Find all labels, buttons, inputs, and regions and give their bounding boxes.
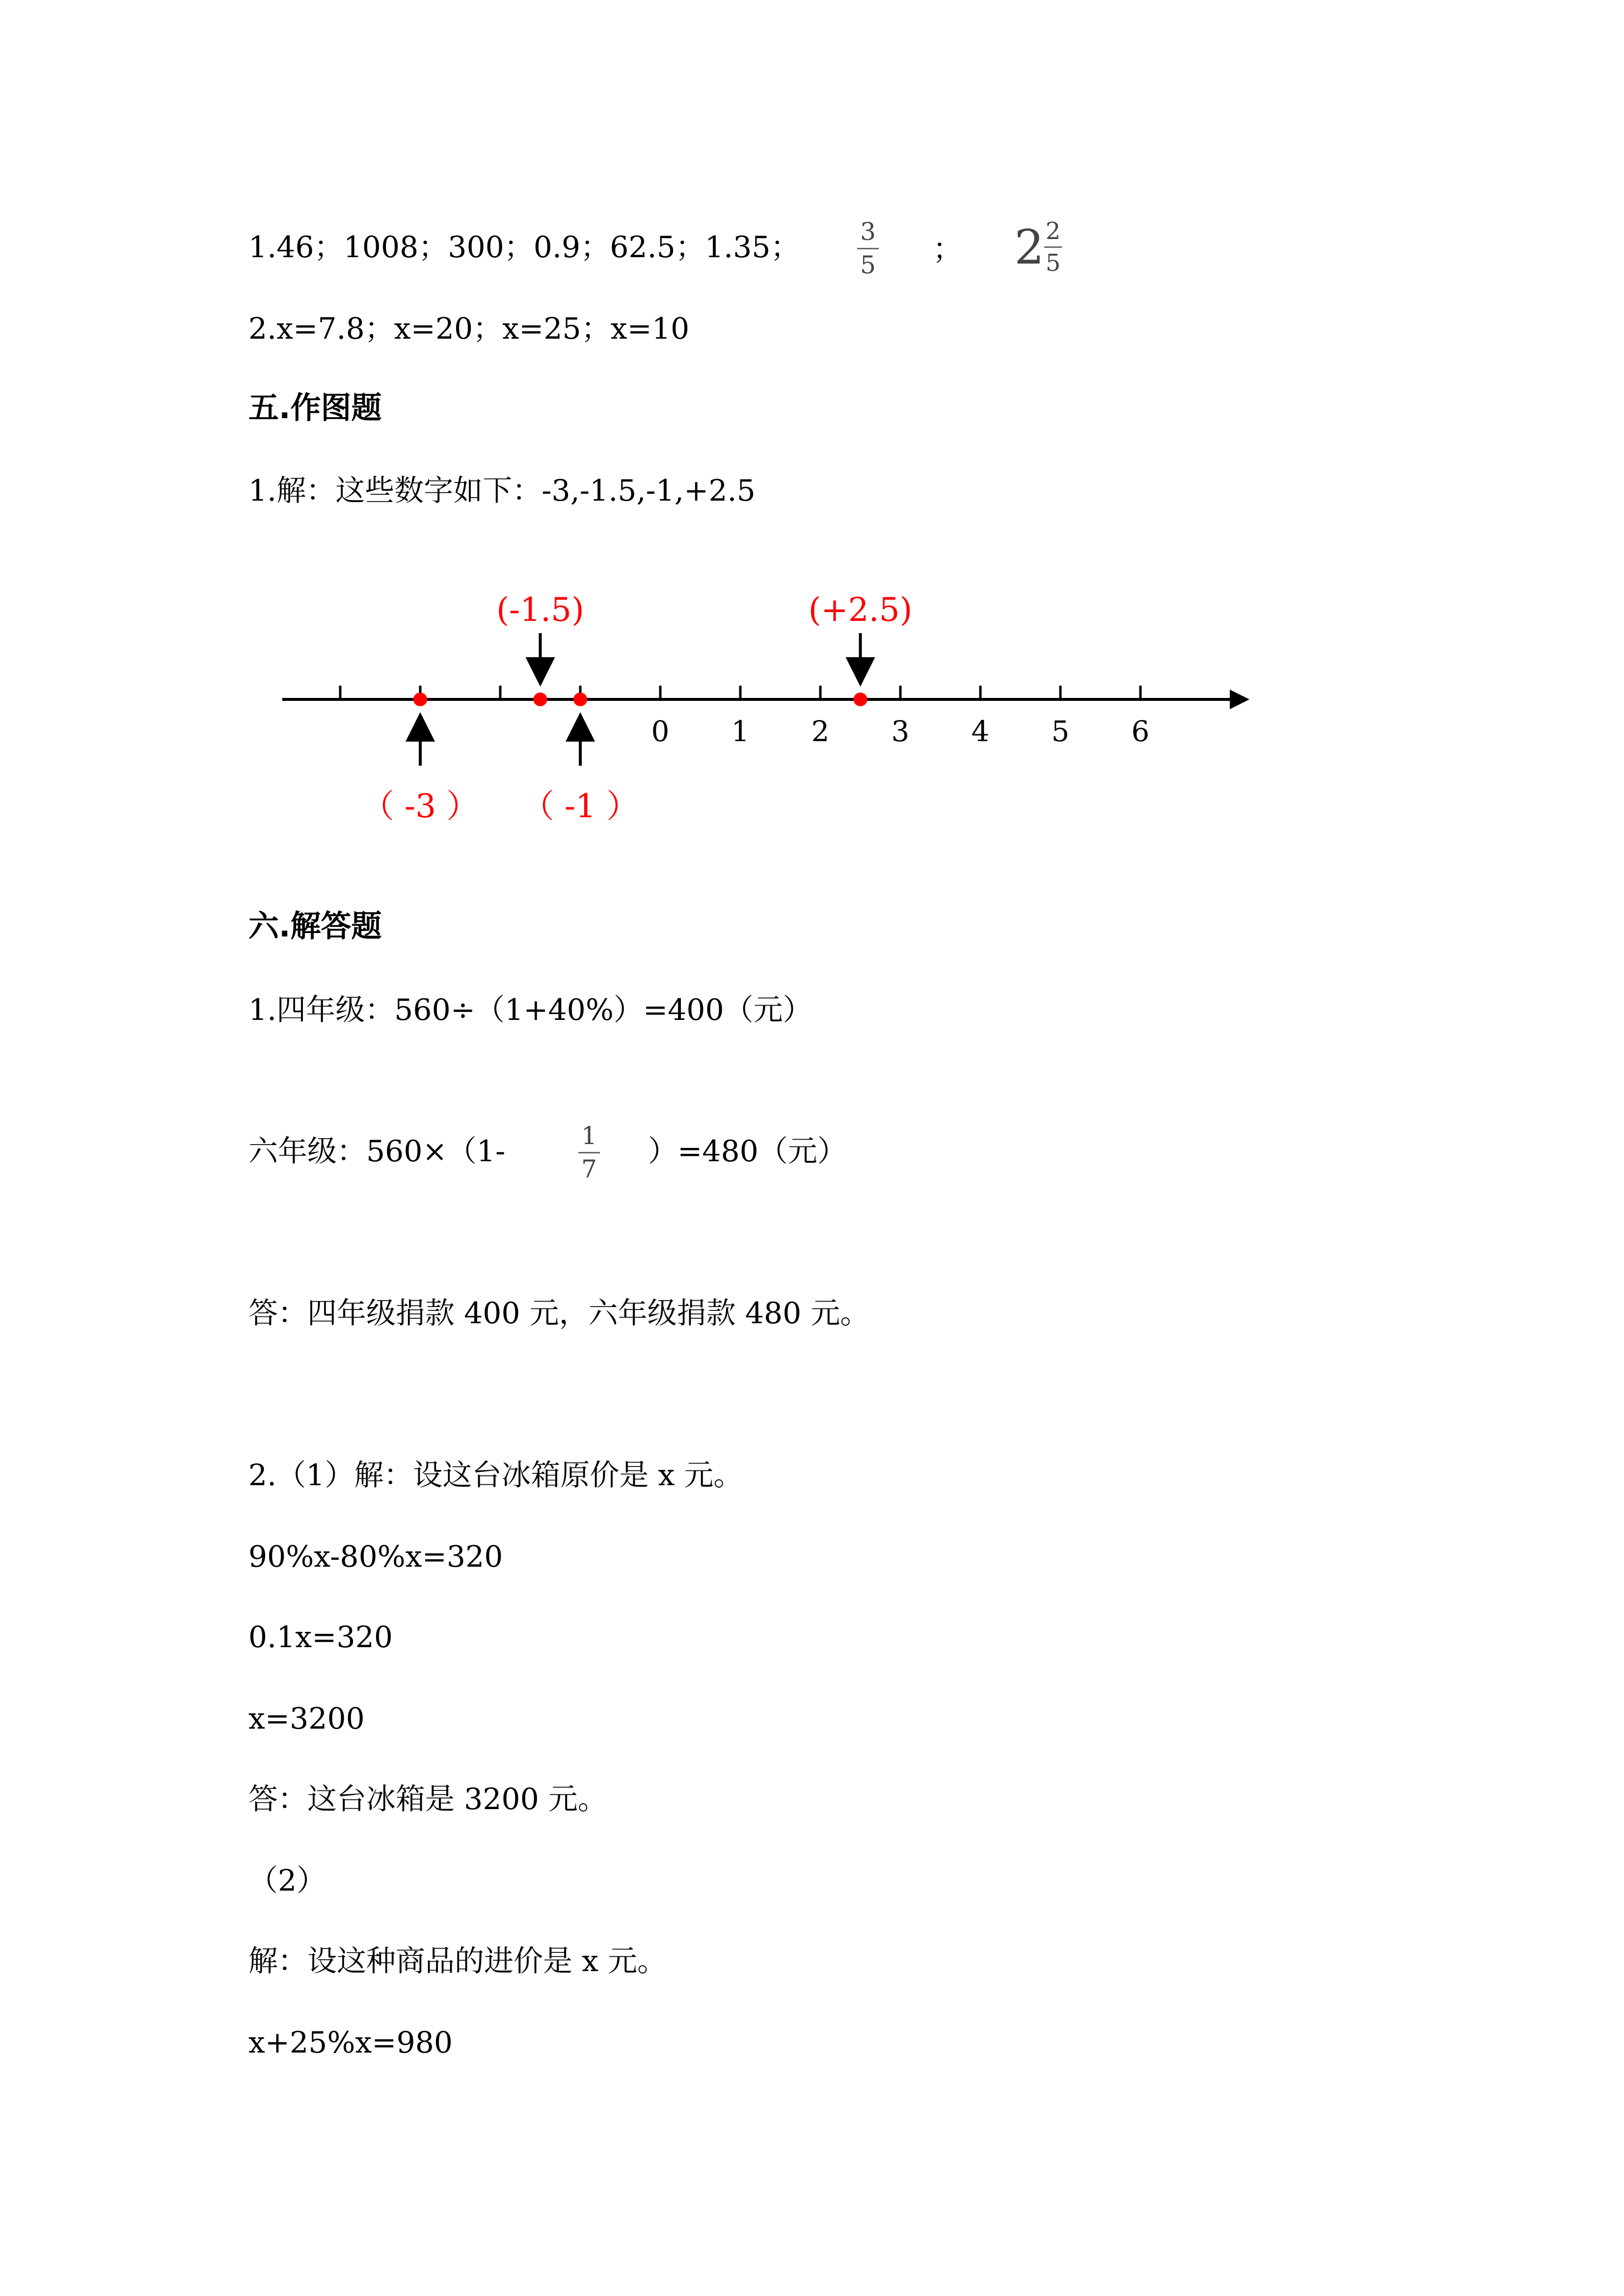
number-line-diagram bbox=[275, 569, 1257, 864]
answer-separator bbox=[933, 232, 962, 267]
fraction-one-seventh bbox=[578, 1123, 600, 1182]
section-6-q2-line1: 2.（1）解：设这台冰箱原价是 x 元。 bbox=[248, 1458, 743, 1493]
section-6-q1-answer: 答：四年级捐款 400 元，六年级捐款 480 元。 bbox=[248, 1296, 870, 1331]
answer-line-2-text: 2.x=7.8；x=20；x=25；x=10 bbox=[248, 312, 690, 346]
answer-line-2 bbox=[248, 314, 689, 344]
section-6-q2-eq3: x=3200 bbox=[248, 1702, 365, 1736]
fraction-denominator: 5 bbox=[860, 250, 876, 279]
fraction-bar bbox=[1044, 246, 1062, 248]
section-5-q1: 1.解：这些数字如下：-3,-1.5,-1,+2.5 bbox=[248, 474, 756, 508]
mixed-fraction bbox=[1044, 219, 1062, 276]
fraction-three-fifths bbox=[857, 219, 879, 278]
tick-label: 1 bbox=[731, 715, 750, 748]
section-6-q1-line2 bbox=[248, 1134, 506, 1169]
mixed-whole: 2 bbox=[1014, 219, 1045, 275]
fraction-bar bbox=[578, 1152, 600, 1153]
section-6-q1-line1: 1.四年级：560÷（1+40%）=400（元） bbox=[248, 993, 812, 1027]
answer-line-1-text: 1.46；1008；300；0.9；62.5；1.35； bbox=[248, 230, 800, 265]
tick-label: 0 bbox=[651, 715, 670, 748]
point-label: （ -1 ） bbox=[521, 787, 639, 825]
tick-label: 4 bbox=[971, 715, 990, 748]
section-5-heading: 五.作图题 bbox=[248, 390, 382, 426]
section-6-q2-part2: （2） bbox=[248, 1864, 326, 1898]
point-label: （ -3 ） bbox=[361, 787, 479, 825]
q1-line2-post: ）=480（元） bbox=[648, 1134, 847, 1169]
section-6-q2-answer: 答：这台冰箱是 3200 元。 bbox=[248, 1782, 607, 1816]
section-6-q2-eq2: 0.1x=320 bbox=[248, 1620, 393, 1655]
marked-point bbox=[534, 693, 547, 706]
point-label: (-1.5) bbox=[496, 591, 584, 629]
q1-line2-pre: 六年级：560×（1- bbox=[248, 1134, 506, 1169]
fraction-denominator: 7 bbox=[581, 1154, 597, 1183]
marked-point bbox=[413, 693, 427, 706]
tick-label: 2 bbox=[811, 715, 830, 748]
fraction-bar bbox=[857, 248, 879, 249]
section-6-q2-part2-eq1: x+25%x=980 bbox=[248, 2026, 453, 2060]
marked-point bbox=[854, 693, 867, 706]
tick-label: 6 bbox=[1131, 715, 1150, 748]
section-6-q2-part2-line1: 解：设这种商品的进价是 x 元。 bbox=[248, 1944, 667, 1978]
fraction-numerator: 1 bbox=[581, 1121, 597, 1150]
marked-point bbox=[573, 693, 587, 706]
section-6-heading: 六.解答题 bbox=[248, 908, 382, 944]
point-label: (+2.5) bbox=[808, 591, 913, 629]
mixed-number bbox=[1014, 219, 1062, 276]
separator-text: ； bbox=[933, 232, 962, 267]
mixed-denominator: 5 bbox=[1045, 249, 1061, 277]
fraction-numerator: 3 bbox=[860, 217, 876, 246]
tick-label: 5 bbox=[1051, 715, 1070, 748]
section-6-q2-eq1: 90%x-80%x=320 bbox=[248, 1540, 503, 1574]
answer-line-1 bbox=[248, 230, 800, 265]
number-line-arrow-icon bbox=[1230, 690, 1249, 709]
tick-label: 3 bbox=[891, 715, 910, 748]
mixed-numerator: 2 bbox=[1045, 217, 1061, 245]
